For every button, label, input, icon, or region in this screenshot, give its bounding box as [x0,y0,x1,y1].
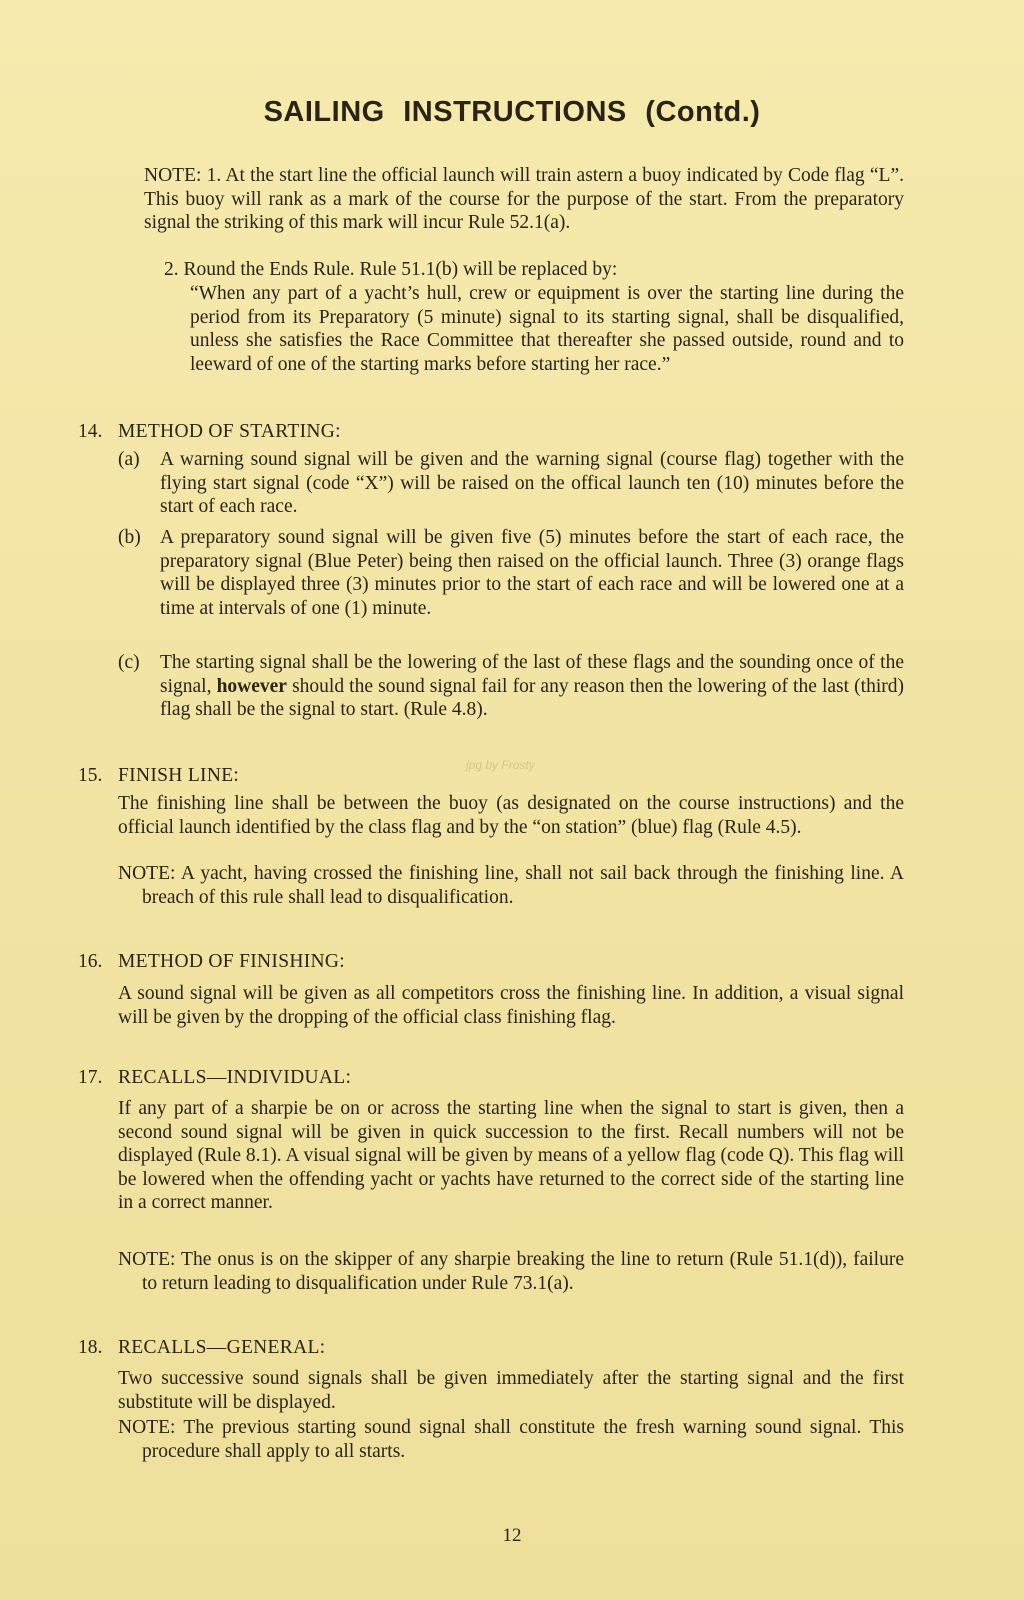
item-c-text-start: The starting signal shall be the lowering of the last of these flags and the sounding once of the signal, [160,652,904,697]
section-14-number: 14. [78,421,103,442]
section-15-heading: FINISH LINE: [118,765,240,786]
item-c-text [160,651,904,722]
item-c-emphasis: however [216,675,287,697]
section-18-number: 18. [78,1337,103,1358]
section-17-number: 17. [78,1067,103,1088]
section-16-number: 16. [78,951,103,972]
section-17-heading: RECALLS—INDIVIDUAL: [118,1067,352,1088]
section-16-body: A sound signal will be given as all competitors cross the finishing line. In addition, a visual signal will be given by the dropping of the official class finishing flag. [118,983,904,1028]
item-b-text: A preparatory sound signal will be given five (5) minutes before the start of each race, the preparatory signal (Blue Peter) being then raised on the official launch. Three (3) orange flags will be displayed three (3) minutes prior to the start of each race and will be lowered one at a time at intervals of one (1) minute. [160,527,904,619]
page-number: 12 [502,1525,522,1546]
section-15-note: NOTE: A yacht, having crossed the finishing line, shall not sail back through the finishing line. A breach of this rule shall lead to disqualification. [118,863,904,908]
note-1: NOTE: 1. At the start line the official launch will train astern a buoy indicated by Code flag “L”. This buoy will rank as a mark of the course for the purpose of the start. From the preparatory signal the striking of this mark will incur Rule 52.1(a). [144,165,904,233]
section-15-body: The finishing line shall be between the buoy (as designated on the course instructions) and the official launch identified by the class flag and by the “on station” (blue) flag (Rule 4.5). [118,793,904,838]
watermark: jpg by Frosty [466,758,535,772]
note-2: 2. Round the Ends Rule. Rule 51.1(b) will be replaced by: [164,259,618,280]
item-c-text-end: should the sound signal fail for any reason then the lowering of the last (third) flag shall be the signal to start. (Rule 4.8). [160,675,904,720]
item-b-label: (b) [118,527,141,548]
section-18-body: Two successive sound signals shall be given immediately after the starting signal and the first substitute will be displayed. [118,1368,904,1413]
section-16-heading: METHOD OF FINISHING: [118,951,346,972]
section-18-heading: RECALLS—GENERAL: [118,1337,326,1358]
section-15-number: 15. [78,765,103,786]
note-2-quote: “When any part of a yacht’s hull, crew or equipment is over the starting line during the period from its Preparatory (5 minute) signal to its starting signal, shall be disqualified, unless she satisfies the Race Committee that thereafter she passed outside, round and to leeward of one of the starting marks before starting her race.” [190,283,904,375]
section-18-note: NOTE: The previous starting sound signal shall constitute the fresh warning sound signal. This procedure shall apply to all starts. [118,1417,904,1462]
item-a-text: A warning sound signal will be given and the warning signal (course flag) together with the flying start signal (code “X”) will be raised on the offical launch ten (10) minutes before the start of each race. [160,449,904,517]
item-c-label: (c) [118,652,140,673]
section-14-heading: METHOD OF STARTING: [118,421,341,442]
section-17-body: If any part of a sharpie be on or across the starting line when the signal to start is given, then a second sound signal will be given in quick succession to the first. Recall numbers will not be displayed (Rule 8.1). A visual signal will be given by means of a yellow flag (code Q). This flag will be lowered when the offending yacht or yachts have returned to the correct side of the starting line in a correct manner. [118,1098,904,1213]
item-a-label: (a) [118,449,140,470]
page-title: SAILING INSTRUCTIONS (Contd.) [263,96,761,128]
section-17-note: NOTE: The onus is on the skipper of any sharpie breaking the line to return (Rule 51.1(d)), failure to return leading to disqualification under Rule 73.1(a). [118,1249,904,1294]
